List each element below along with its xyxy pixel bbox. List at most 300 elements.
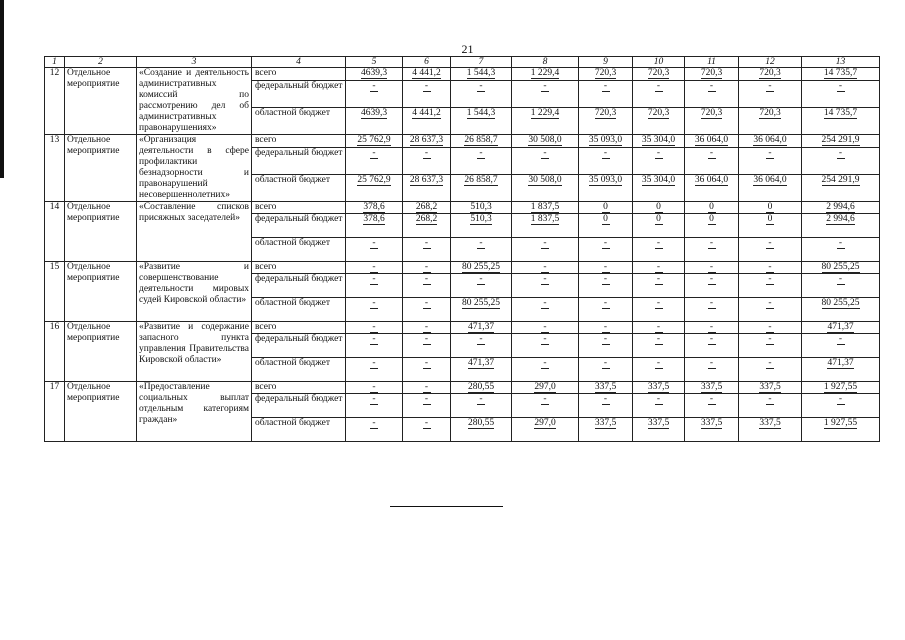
amount-value: -: [837, 148, 845, 159]
amount-value: 471,37: [827, 358, 854, 368]
amount-cell: [685, 322, 739, 334]
amount-value: 2 994,6: [826, 202, 855, 212]
amount-value: -: [708, 238, 716, 249]
funding-source: федеральный бюджет: [252, 394, 346, 418]
amount-cell: [739, 148, 802, 175]
amount-value: 30 508,0: [528, 175, 562, 186]
row-number: 14: [45, 202, 65, 262]
funding-source: федеральный бюджет: [252, 334, 346, 358]
amount-value: -: [602, 81, 610, 92]
amount-cell: [802, 358, 880, 382]
amount-cell: [633, 298, 685, 322]
funding-source: всего: [252, 135, 346, 148]
col-header: 3: [137, 57, 252, 68]
table-body: [45, 68, 880, 442]
amount-cell: [451, 135, 512, 148]
footer-rule: [390, 506, 503, 507]
row-number: 16: [45, 322, 65, 382]
amount-cell: [512, 202, 579, 214]
amount-value: 36 064,0: [753, 175, 787, 186]
funding-source: областной бюджет: [252, 238, 346, 262]
amount-value: 0: [709, 214, 714, 224]
amount-cell: [403, 418, 451, 442]
amount-cell: [512, 298, 579, 322]
amount-value: 720,3: [647, 108, 670, 119]
table-row: [45, 262, 880, 274]
amount-cell: [685, 382, 739, 394]
amount-cell: [512, 382, 579, 394]
amount-value: 30 508,0: [528, 135, 562, 145]
funding-source: областной бюджет: [252, 418, 346, 442]
amount-cell: [579, 322, 633, 334]
amount-cell: [802, 135, 880, 148]
amount-value: -: [541, 298, 549, 309]
amount-cell: [451, 214, 512, 238]
amount-cell: [685, 262, 739, 274]
amount-value: 0: [656, 202, 661, 212]
amount-value: 337,5: [594, 418, 617, 428]
amount-cell: [512, 358, 579, 382]
amount-value: -: [541, 262, 549, 273]
amount-value: -: [602, 394, 610, 405]
amount-cell: [802, 334, 880, 358]
amount-cell: [739, 262, 802, 274]
amount-value: -: [766, 148, 774, 159]
amount-value: 720,3: [700, 68, 723, 78]
amount-value: 1 544,3: [466, 108, 496, 119]
amount-value: -: [423, 274, 431, 285]
amount-cell: [802, 322, 880, 334]
amount-value: -: [766, 81, 774, 92]
amount-value: -: [423, 148, 431, 159]
amount-cell: [451, 68, 512, 81]
amount-cell: [633, 202, 685, 214]
amount-value: -: [766, 358, 774, 369]
amount-value: -: [708, 322, 716, 333]
amount-value: -: [477, 274, 485, 285]
amount-cell: [685, 81, 739, 108]
amount-value: -: [370, 394, 378, 405]
amount-cell: [802, 81, 880, 108]
amount-cell: [451, 81, 512, 108]
amount-value: 0: [767, 202, 773, 212]
row-number: 15: [45, 262, 65, 322]
measure-type: Отдельное мероприятие: [65, 382, 137, 442]
amount-value: -: [766, 262, 774, 273]
amount-cell: [579, 175, 633, 202]
amount-cell: [512, 274, 579, 298]
amount-cell: [685, 238, 739, 262]
amount-cell: [403, 135, 451, 148]
amount-value: -: [370, 334, 378, 345]
amount-value: 35 304,0: [641, 135, 676, 145]
amount-cell: [346, 108, 403, 135]
amount-cell: [739, 214, 802, 238]
amount-cell: [346, 175, 403, 202]
amount-value: 25 762,9: [357, 135, 391, 145]
amount-value: 297,0: [534, 382, 556, 392]
amount-cell: [633, 135, 685, 148]
funding-source: всего: [252, 202, 346, 214]
amount-cell: [633, 382, 685, 394]
amount-cell: [451, 202, 512, 214]
amount-value: -: [477, 148, 485, 159]
amount-cell: [685, 68, 739, 81]
amount-cell: [512, 135, 579, 148]
amount-cell: [739, 358, 802, 382]
amount-cell: [346, 298, 403, 322]
amount-cell: [633, 418, 685, 442]
table-row: [45, 322, 880, 334]
amount-value: 1 837,5: [530, 214, 560, 224]
amount-cell: [346, 262, 403, 274]
amount-value: -: [370, 298, 378, 309]
funding-source: федеральный бюджет: [252, 148, 346, 175]
amount-value: 0: [656, 214, 661, 224]
row-number: 13: [45, 135, 65, 202]
amount-cell: [802, 68, 880, 81]
amount-cell: [633, 108, 685, 135]
amount-cell: [403, 175, 451, 202]
funding-source: областной бюджет: [252, 108, 346, 135]
amount-value: 254 291,9: [821, 175, 860, 186]
measure-type: Отдельное мероприятие: [65, 202, 137, 262]
amount-value: -: [370, 274, 378, 285]
measure-name: «Развитие и содержание запасного пункта управления Правительства Кировской области»: [137, 322, 252, 382]
amount-cell: [685, 274, 739, 298]
amount-value: -: [423, 418, 431, 429]
amount-cell: [739, 238, 802, 262]
funding-source: федеральный бюджет: [252, 274, 346, 298]
amount-cell: [346, 334, 403, 358]
amount-value: 510,3: [470, 214, 492, 224]
amount-value: 0: [603, 214, 608, 224]
page-number: 21: [461, 42, 474, 56]
amount-value: 35 093,0: [588, 175, 623, 186]
amount-value: -: [423, 334, 431, 345]
amount-value: 1 544,3: [466, 68, 496, 78]
amount-cell: [633, 148, 685, 175]
amount-cell: [579, 108, 633, 135]
amount-cell: [579, 394, 633, 418]
amount-value: 26 858,7: [464, 135, 498, 145]
amount-cell: [739, 81, 802, 108]
amount-value: 268,2: [415, 202, 438, 212]
amount-cell: [512, 238, 579, 262]
amount-value: 378,6: [363, 202, 385, 212]
amount-cell: [685, 175, 739, 202]
amount-cell: [802, 298, 880, 322]
amount-value: 378,6: [363, 214, 385, 224]
amount-value: -: [837, 274, 845, 285]
amount-cell: [579, 238, 633, 262]
amount-value: 28 637,3: [409, 135, 444, 145]
amount-cell: [579, 262, 633, 274]
amount-value: -: [541, 274, 549, 285]
amount-cell: [633, 274, 685, 298]
amount-value: 4639,3: [360, 108, 388, 119]
amount-cell: [685, 334, 739, 358]
amount-value: -: [602, 322, 610, 333]
amount-value: 4639,3: [360, 68, 388, 78]
amount-value: -: [766, 322, 774, 333]
amount-cell: [802, 238, 880, 262]
amount-cell: [579, 418, 633, 442]
amount-cell: [739, 322, 802, 334]
amount-value: 26 858,7: [464, 175, 498, 186]
amount-value: -: [655, 238, 663, 249]
amount-cell: [739, 274, 802, 298]
amount-value: -: [602, 262, 610, 273]
amount-cell: [633, 68, 685, 81]
table-row: [45, 68, 880, 81]
row-number: 17: [45, 382, 65, 442]
amount-value: 80 255,25: [462, 262, 500, 272]
amount-cell: [633, 262, 685, 274]
amount-cell: [346, 394, 403, 418]
amount-value: -: [602, 358, 610, 369]
amount-cell: [403, 358, 451, 382]
amount-cell: [512, 214, 579, 238]
amount-value: -: [602, 148, 610, 159]
funding-source: областной бюджет: [252, 298, 346, 322]
amount-value: 1 229,4: [530, 68, 560, 78]
amount-value: 1 927,55: [823, 418, 858, 428]
amount-value: -: [837, 81, 845, 92]
amount-value: 720,3: [594, 68, 617, 78]
amount-cell: [451, 238, 512, 262]
amount-cell: [451, 108, 512, 135]
measure-name: «Предоставление социальных выплат отдельным категориям граждан»: [137, 382, 252, 442]
amount-value: -: [655, 81, 663, 92]
amount-cell: [512, 334, 579, 358]
amount-cell: [685, 135, 739, 148]
col-header: 1: [45, 57, 65, 68]
amount-cell: [802, 262, 880, 274]
amount-value: -: [766, 334, 774, 345]
amount-cell: [403, 214, 451, 238]
amount-value: -: [602, 298, 610, 309]
funding-source: всего: [252, 68, 346, 81]
amount-cell: [739, 334, 802, 358]
amount-cell: [346, 238, 403, 262]
amount-cell: [579, 68, 633, 81]
amount-cell: [451, 418, 512, 442]
measure-type: Отдельное мероприятие: [65, 135, 137, 202]
amount-value: -: [477, 334, 485, 345]
table-row: [45, 135, 880, 148]
amount-cell: [802, 418, 880, 442]
measure-type: Отдельное мероприятие: [65, 262, 137, 322]
amount-cell: [346, 148, 403, 175]
amount-cell: [802, 175, 880, 202]
amount-value: -: [837, 238, 845, 249]
amount-value: 1 927,55: [823, 382, 858, 392]
amount-value: -: [370, 262, 378, 273]
amount-cell: [403, 81, 451, 108]
amount-cell: [802, 214, 880, 238]
col-header: 7: [451, 57, 512, 68]
col-header: 8: [512, 57, 579, 68]
amount-value: -: [541, 322, 549, 333]
amount-cell: [403, 202, 451, 214]
amount-cell: [633, 175, 685, 202]
amount-cell: [633, 322, 685, 334]
amount-value: -: [370, 81, 378, 92]
amount-value: -: [477, 238, 485, 249]
amount-cell: [633, 394, 685, 418]
amount-cell: [685, 148, 739, 175]
amount-value: 254 291,9: [821, 135, 860, 145]
amount-cell: [403, 334, 451, 358]
amount-cell: [633, 238, 685, 262]
amount-value: 80 255,25: [821, 262, 860, 272]
row-number: 12: [45, 68, 65, 135]
amount-value: 25 762,9: [357, 175, 391, 186]
amount-cell: [633, 358, 685, 382]
funding-source: областной бюджет: [252, 358, 346, 382]
amount-cell: [579, 274, 633, 298]
amount-cell: [739, 202, 802, 214]
amount-cell: [512, 148, 579, 175]
amount-value: 297,0: [534, 418, 556, 428]
amount-value: 36 064,0: [694, 135, 729, 145]
amount-cell: [633, 214, 685, 238]
col-header: 13: [802, 57, 880, 68]
amount-value: 268,2: [415, 214, 438, 224]
col-header: 9: [579, 57, 633, 68]
amount-value: 2 994,6: [826, 214, 855, 224]
amount-value: 280,55: [467, 418, 495, 428]
amount-cell: [739, 298, 802, 322]
amount-cell: [579, 358, 633, 382]
amount-value: 4 441,2: [412, 68, 441, 78]
scan-edge-mark: [0, 0, 4, 178]
amount-value: 337,5: [759, 382, 781, 392]
amount-value: -: [477, 81, 485, 92]
amount-cell: [451, 322, 512, 334]
amount-cell: [451, 274, 512, 298]
amount-cell: [346, 68, 403, 81]
measure-name: «Создание и деятельность административных комиссий по рассмотрению дел об административных правонарушениях»: [137, 68, 252, 135]
amount-cell: [685, 108, 739, 135]
col-header: 11: [685, 57, 739, 68]
amount-cell: [346, 135, 403, 148]
amount-value: -: [837, 334, 845, 345]
amount-value: 720,3: [759, 108, 781, 119]
funding-source: федеральный бюджет: [252, 214, 346, 238]
amount-value: 1 837,5: [530, 202, 560, 212]
amount-value: 14 735,7: [823, 108, 858, 119]
amount-value: -: [766, 394, 774, 405]
amount-value: 337,5: [594, 382, 617, 392]
amount-value: 337,5: [700, 382, 723, 392]
amount-cell: [579, 298, 633, 322]
amount-cell: [512, 108, 579, 135]
amount-cell: [802, 394, 880, 418]
amount-cell: [802, 108, 880, 135]
header-row: [45, 57, 880, 68]
amount-cell: [685, 214, 739, 238]
amount-cell: [802, 382, 880, 394]
amount-cell: [685, 202, 739, 214]
amount-cell: [451, 148, 512, 175]
funding-source: всего: [252, 262, 346, 274]
amount-value: 1 229,4: [530, 108, 560, 119]
amount-value: 80 255,25: [821, 298, 860, 308]
amount-value: 720,3: [700, 108, 723, 119]
amount-value: 510,3: [470, 202, 492, 212]
amount-value: 337,5: [647, 418, 670, 428]
amount-value: 280,55: [467, 382, 495, 392]
amount-value: -: [541, 81, 549, 92]
amount-value: -: [708, 274, 716, 285]
amount-value: -: [370, 148, 378, 159]
amount-cell: [579, 81, 633, 108]
amount-cell: [512, 81, 579, 108]
amount-cell: [739, 394, 802, 418]
amount-cell: [451, 262, 512, 274]
amount-cell: [579, 148, 633, 175]
amount-cell: [346, 202, 403, 214]
amount-value: 337,5: [700, 418, 723, 428]
amount-value: 471,37: [827, 322, 854, 332]
col-header: 6: [403, 57, 451, 68]
amount-cell: [346, 382, 403, 394]
amount-value: -: [477, 394, 485, 405]
amount-cell: [451, 334, 512, 358]
amount-cell: [403, 262, 451, 274]
amount-cell: [739, 108, 802, 135]
amount-value: -: [766, 274, 774, 285]
amount-value: -: [541, 148, 549, 159]
amount-value: 0: [767, 214, 773, 224]
amount-cell: [739, 382, 802, 394]
funding-source: всего: [252, 382, 346, 394]
amount-value: -: [423, 394, 431, 405]
amount-value: 80 255,25: [462, 298, 500, 308]
amount-value: -: [655, 334, 663, 345]
col-header: 4: [252, 57, 346, 68]
amount-value: -: [708, 394, 716, 405]
amount-cell: [512, 394, 579, 418]
amount-value: -: [423, 298, 431, 309]
amount-cell: [802, 202, 880, 214]
amount-value: -: [655, 148, 663, 159]
amount-value: -: [541, 394, 549, 405]
amount-cell: [451, 175, 512, 202]
amount-cell: [685, 418, 739, 442]
amount-value: 35 304,0: [641, 175, 676, 186]
amount-value: -: [602, 334, 610, 345]
amount-value: 28 637,3: [409, 175, 444, 186]
amount-cell: [451, 394, 512, 418]
amount-cell: [403, 68, 451, 81]
amount-value: -: [655, 274, 663, 285]
amount-value: -: [370, 238, 378, 249]
amount-cell: [403, 382, 451, 394]
amount-value: -: [423, 262, 431, 273]
amount-value: -: [602, 274, 610, 285]
amount-value: -: [837, 394, 845, 405]
amount-cell: [512, 68, 579, 81]
amount-value: 720,3: [594, 108, 617, 119]
amount-value: -: [423, 81, 431, 92]
col-header: 2: [65, 57, 137, 68]
amount-value: 14 735,7: [823, 68, 858, 78]
amount-cell: [403, 238, 451, 262]
amount-cell: [451, 382, 512, 394]
